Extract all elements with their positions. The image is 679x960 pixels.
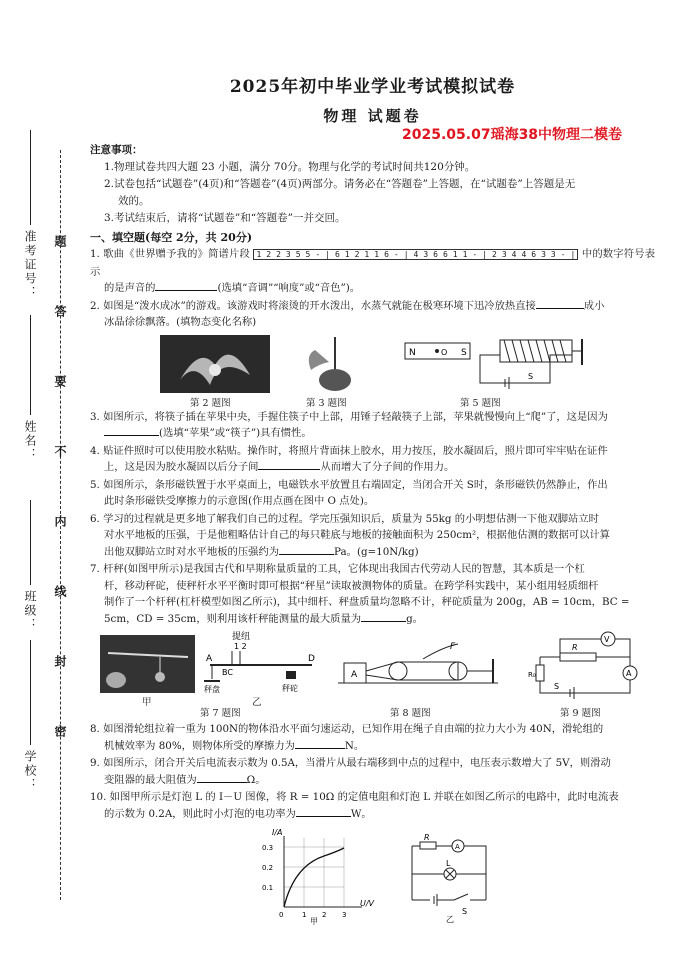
q1-text-d: (选填“音调”“响度”或“音色”)。 bbox=[217, 282, 361, 294]
figure-row-3 bbox=[90, 826, 655, 926]
fig7-d-label: D bbox=[308, 654, 315, 664]
q6-text-c: 出他双脚站立时对水平地板的压强约为 bbox=[104, 545, 280, 558]
school-label: 学校： bbox=[23, 750, 37, 792]
q1-text: 1. 歌曲《世界赠予我的》简谱片段 bbox=[90, 248, 250, 260]
figure-row-2 bbox=[90, 631, 655, 719]
q7-answer-blank[interactable] bbox=[361, 611, 406, 622]
q8-text-c: N。 bbox=[344, 739, 365, 752]
notice-item-1: 1.物理试卷共四大题 23 小题，满分 70分。物理与化学的考试时间共120分钟。 bbox=[104, 161, 476, 173]
q8-text: 8. 如图滑轮组拉着一重为 100N的物体沿水平面匀速运动，已知作用在绳子自由端的拉力大小为 40N，滑轮组的 bbox=[90, 723, 604, 735]
iu-curve bbox=[262, 826, 382, 924]
q7-text-b: 杆，移动秤砣，使秤杆水平平衡时即可根据“秤星”读取被测物体的质量。在跨学科实践中，某小组用轻质细杆 bbox=[104, 579, 599, 592]
class-blank bbox=[30, 500, 31, 585]
q3-text: 3. 如图所示，将筷子插在苹果中央，手握住筷子中上部，用锤子轻敲筷子上部，苹果就慢慢向上“爬”了，这是因为 bbox=[90, 410, 608, 423]
question-9 bbox=[90, 755, 655, 788]
fig5-diagram bbox=[400, 335, 630, 393]
exam-id-label: 准考证号： bbox=[23, 230, 37, 300]
notice-head: 注意事项： bbox=[90, 144, 143, 156]
page-subtitle: 物理 试题卷 bbox=[323, 107, 422, 125]
q6-text: 6. 学习的过程就是更多地了解我们自己的过程。学完压强知识后，质量为 55kg 的小明想估测一下他双脚站立时 bbox=[90, 512, 599, 525]
fig7-a-label: A bbox=[206, 654, 213, 664]
question-6 bbox=[90, 511, 655, 561]
q4-text-b: 上，这是因为胶水凝固以后分子间 bbox=[104, 461, 259, 473]
fig8-a-label: A bbox=[351, 670, 358, 680]
q1-text-c: 的是声音的 bbox=[104, 282, 156, 294]
name-label: 姓名： bbox=[23, 420, 37, 462]
q6-text-d: Pa。(g=10N/kg) bbox=[334, 545, 419, 558]
notice-item-2a: 2.试卷包括“试题卷”(4页)和“答题卷”(4页)两部分。请务必在“答题卷”上答题，在“试题卷”上答题是无 bbox=[104, 178, 576, 190]
fig10-i-label: I/A bbox=[272, 828, 283, 837]
q6-text-b: 对水平地板的压强，于是他粗略估计自己的每只鞋底与地板的接触面积为 250cm²，根据他估测的数据可以计算 bbox=[104, 529, 610, 541]
fig10-x3: 3 bbox=[342, 911, 347, 919]
parallel-circuit bbox=[410, 834, 500, 924]
q1-text-b: 中的数字符号表示 bbox=[90, 248, 656, 278]
q5-text-b: 此时条形磁铁受摩擦力的示意图(作用点画在图中 O 点处)。 bbox=[104, 495, 375, 507]
splash-ice-image bbox=[160, 335, 270, 393]
fig10-yi-label: 乙 bbox=[446, 915, 454, 924]
fig9-r0-label: R₀ bbox=[528, 671, 536, 679]
fig10-jia-label: 甲 bbox=[310, 917, 318, 926]
fig9-diagram bbox=[530, 631, 650, 699]
question-3 bbox=[90, 409, 655, 442]
question-10 bbox=[90, 789, 655, 822]
electromagnet-circuit bbox=[400, 335, 630, 393]
apple-chopstick-image bbox=[295, 335, 375, 393]
q9-answer-blank[interactable] bbox=[197, 772, 247, 783]
fig5-s-label: S bbox=[461, 347, 467, 358]
q5-text: 5. 如图所示，条形磁铁置于水平桌面上，电磁铁水平放置且右端固定，当闭合开关 S时，条形磁铁仍然静止，作出 bbox=[90, 478, 608, 491]
section-heading: 一、填空题(每空 2分，共 20分) bbox=[90, 231, 253, 244]
fig9-v-label: V bbox=[604, 635, 610, 644]
q7-text-d: 5cm，CD = 35cm，则利用该杆秤能测量的最大质量为 bbox=[104, 612, 362, 625]
fig10-a-label: A bbox=[455, 843, 460, 851]
fig7-yi-label: 乙 bbox=[252, 697, 262, 708]
fig9-r-label: R bbox=[572, 643, 578, 652]
class-label: 班级： bbox=[23, 590, 37, 632]
q9-text-c: Ω。 bbox=[246, 773, 266, 786]
fig5-n-label: N bbox=[409, 347, 416, 358]
q4-answer-blank[interactable] bbox=[258, 459, 320, 470]
q3-text-b: (选填“苹果”或“筷子”)具有惯性。 bbox=[159, 427, 312, 439]
fig10-y3: 0.3 bbox=[262, 844, 274, 852]
fig5-o-label: O bbox=[441, 347, 448, 357]
q10-text-b: 的示数为 0.2A，则此时小灯泡的电功率为 bbox=[104, 807, 296, 820]
q7-text-c: 制作了一个杆秤(杠杆模型如图乙所示)，其中细杆、秤盘质量均忽略不计，秤砣质量为 200g，AB = 10cm，BC = bbox=[104, 596, 630, 608]
q2-text-b: 成小 bbox=[583, 299, 605, 312]
q4-text: 4. 贴证件照时可以使用胶水粘贴。操作时，将照片背面抹上胶水，用力按压，胶水凝固后，照片即可牢牢贴在证件 bbox=[90, 444, 608, 457]
q10-answer-blank[interactable] bbox=[296, 806, 351, 817]
fig10-y2: 0.2 bbox=[262, 864, 274, 872]
fig5-switch-label: S bbox=[528, 371, 534, 381]
fig9-caption: 第 9 题图 bbox=[560, 708, 601, 719]
fig10-x1: 1 bbox=[302, 911, 307, 919]
q9-text-b: 变阻器的最大阻值为 bbox=[104, 773, 197, 786]
q3-answer-blank[interactable] bbox=[104, 425, 159, 436]
fig9-s-label: S bbox=[554, 682, 560, 691]
rheostat-circuit bbox=[530, 631, 650, 699]
question-2 bbox=[90, 298, 655, 331]
fig10-y1: 0.1 bbox=[262, 884, 274, 892]
fig10-grid bbox=[284, 838, 344, 907]
q8-text-b: 机械效率为 80%，则物体所受的摩擦力为 bbox=[104, 739, 295, 752]
exam-id-blank bbox=[30, 130, 31, 225]
pulley-system bbox=[338, 639, 498, 695]
question-7 bbox=[90, 561, 655, 627]
fig10-circuit bbox=[410, 834, 500, 924]
fig8-f-label: F bbox=[450, 642, 456, 652]
notice-block bbox=[90, 142, 655, 227]
q2-text: 2. 如图是“泼水成冰”的游戏。该游戏时将滚烫的开水泼出，水蒸气就能在极寒环境下迅冷放热直接 bbox=[90, 299, 536, 312]
fig7-jia-label: 甲 bbox=[142, 697, 152, 708]
school-blank bbox=[30, 640, 31, 745]
fig7-pan-label: 秤盘 bbox=[204, 685, 220, 694]
q2-text-c: 冰晶徐徐飘落。(填物态变化名称) bbox=[104, 316, 257, 328]
q2-answer-blank[interactable] bbox=[536, 298, 584, 309]
question-8 bbox=[90, 721, 655, 754]
fig7-photo bbox=[100, 635, 195, 693]
fig9-a-label: A bbox=[626, 669, 632, 678]
fig10-curve bbox=[284, 848, 344, 907]
binding-margin bbox=[0, 120, 72, 960]
q7-text-e: g。 bbox=[406, 612, 423, 625]
fig10-x2: 2 bbox=[322, 911, 327, 919]
steelyard-photo bbox=[100, 635, 195, 693]
q10-text: 10. 如图甲所示是灯泡 L 的 I－U 图像，将 R = 10Ω 的定值电阻和灯泡 L 并联在如图乙所示的电路中，此时电流表 bbox=[90, 791, 619, 803]
fig3-caption: 第 3 题图 bbox=[306, 397, 347, 409]
name-blank bbox=[30, 315, 31, 415]
fig2-caption: 第 2 题图 bbox=[190, 397, 231, 409]
q1-music-score: 1 2 2 3 5 5 - | 6 1 2 1 1 6 - | 4 3 6 6 1 1 - | 2 3 4 4 6 3 3 - | bbox=[253, 249, 578, 260]
fig7-12-label: 1 2 bbox=[234, 642, 247, 651]
fig5-caption: 第 5 题图 bbox=[460, 397, 501, 409]
fig3-drawing bbox=[295, 335, 375, 393]
fig7-tuo-label: 秤砣 bbox=[282, 684, 298, 693]
figure-row-1 bbox=[90, 335, 655, 407]
question-4 bbox=[90, 443, 655, 476]
fig10-l-label: L bbox=[446, 859, 451, 868]
fig7-model bbox=[202, 631, 322, 695]
fig7-bc-label: BC bbox=[222, 668, 233, 677]
seal-notice: 题答要不内线封密 bbox=[53, 235, 67, 795]
q6-answer-blank[interactable] bbox=[279, 544, 334, 555]
q8-answer-blank[interactable] bbox=[295, 738, 345, 749]
fig10-graph bbox=[262, 826, 382, 924]
fig10-s-label: S bbox=[462, 907, 468, 916]
fig2-photo bbox=[160, 335, 270, 393]
q4-text-c: 从而增大了分子间的作用力。 bbox=[320, 461, 455, 473]
fig8-diagram bbox=[338, 639, 498, 695]
lever-model bbox=[202, 631, 322, 695]
exam-paper bbox=[90, 72, 655, 928]
fig7-tini-label: 提纽 bbox=[232, 632, 251, 642]
q10-text-c: W。 bbox=[350, 807, 372, 820]
fig10-u-label: U/V bbox=[360, 899, 375, 908]
fig8-caption: 第 8 题图 bbox=[390, 708, 431, 719]
notice-item-3: 3.考试结束后，请将“试题卷”和“答题卷”一并交回。 bbox=[104, 212, 346, 224]
notice-item-2b: 效的。 bbox=[118, 195, 150, 207]
red-stamp-label: 2025.05.07瑶海38中物理二模卷 bbox=[402, 127, 623, 143]
fig10-x0: 0 bbox=[279, 911, 284, 919]
page-title: 2025年初中毕业学业考试模拟试卷 bbox=[229, 77, 516, 97]
q1-answer-blank[interactable] bbox=[155, 280, 217, 291]
q9-text: 9. 如图所示，闭合开关后电流表示数为 0.5A，当滑片从最右端移到中点的过程中，电压表示数增大了 5V，则滑动 bbox=[90, 757, 611, 769]
question-1 bbox=[90, 246, 655, 297]
q7-text: 7. 杆秤(如图甲所示)是我国古代和早期称量质量的工具，它体现出我国古代劳动人民的智慧，其本质是一个杠 bbox=[90, 563, 585, 575]
fig10-r-label: R bbox=[424, 833, 430, 842]
fig7-caption: 第 7 题图 bbox=[200, 708, 241, 719]
question-5 bbox=[90, 477, 655, 510]
